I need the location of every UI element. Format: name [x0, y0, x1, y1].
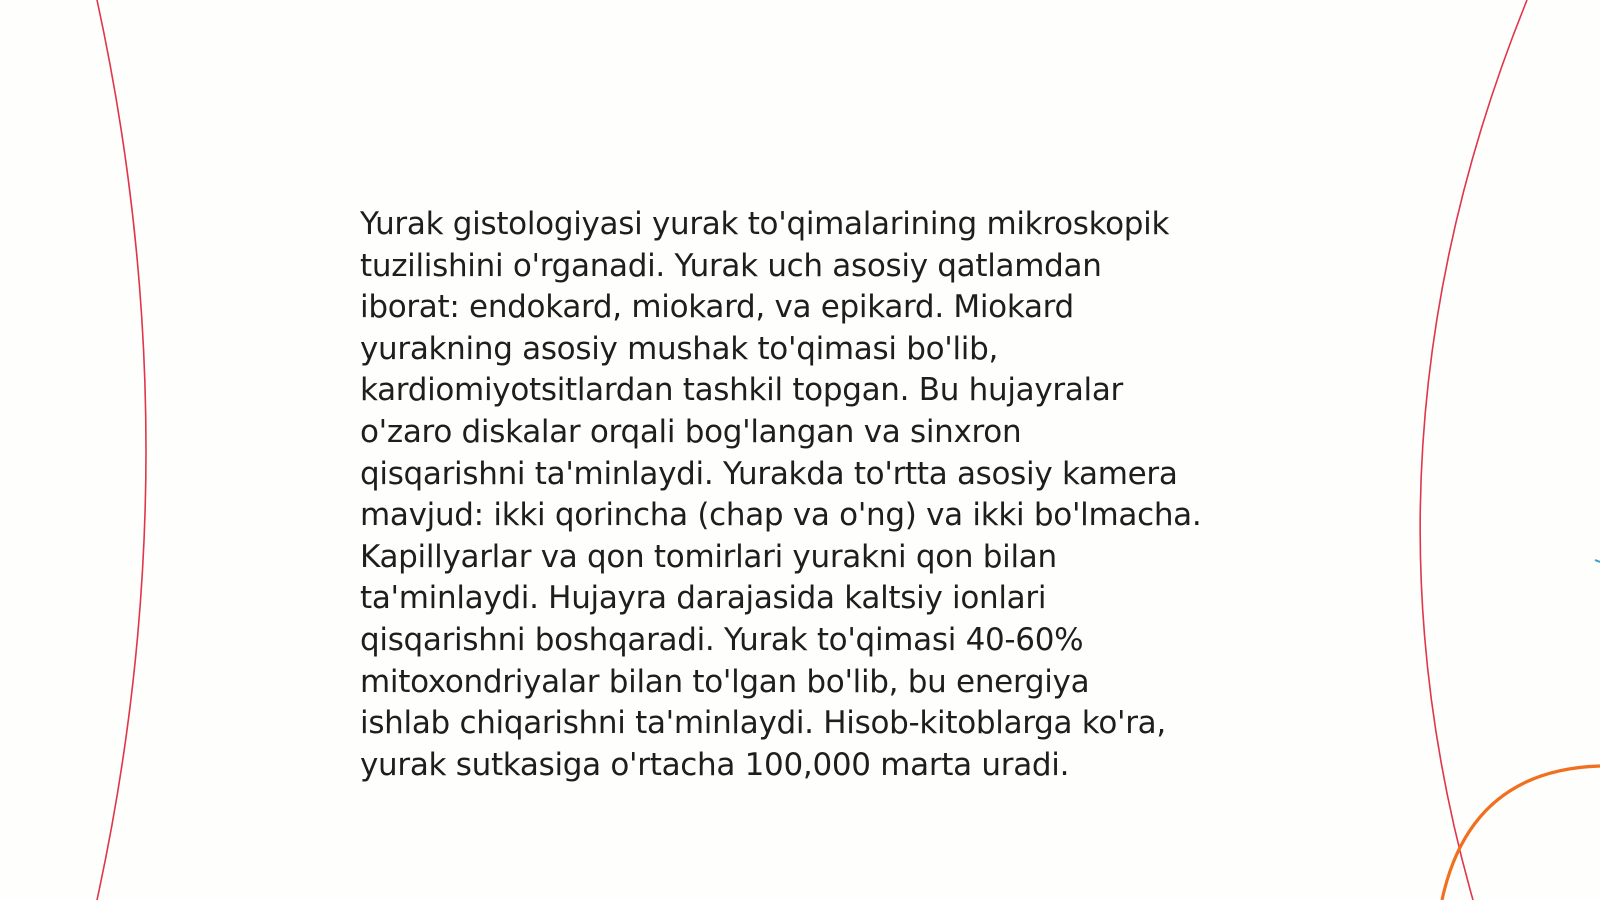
left-decorative-curve — [97, 0, 146, 900]
slide-body-text: Yurak gistologiyasi yurak to'qimalarining mikroskopik tuzilishini o'rganadi. Yurak uch asosiy qatlamdan iborat: endokard, miokard, va epikard. Miokard yurakning asosiy mushak to'qimasi bo'lib, kardiomiyotsitlardan tashkil topgan. Bu hujayralar o'zaro diskalar orqali bog'langan va sinxron qisqarishni ta'minlaydi. Yurakda to'rtta asosiy kamera mavjud: ikki qorincha (chap va o'ng) va ikki bo'lmacha. Kapillyarlar va qon tomirlari yurakni qon bilan ta'minlaydi. Hujayra darajasida kaltsiy ionlari qisqarishni boshqaradi. Yurak to'qimasi 40-60% mitoxondriyalar bilan to'lgan bo'lib, bu energiya ishlab chiqarishni ta'minlaydi. Hisob-kitoblarga ko'ra, yurak sutkasiga o'rtacha 100,000 marta uradi. — [360, 206, 1202, 783]
edge-blue-accent — [1595, 560, 1600, 562]
right-decorative-curve — [1420, 0, 1527, 900]
corner-orange-arc — [1442, 766, 1600, 900]
